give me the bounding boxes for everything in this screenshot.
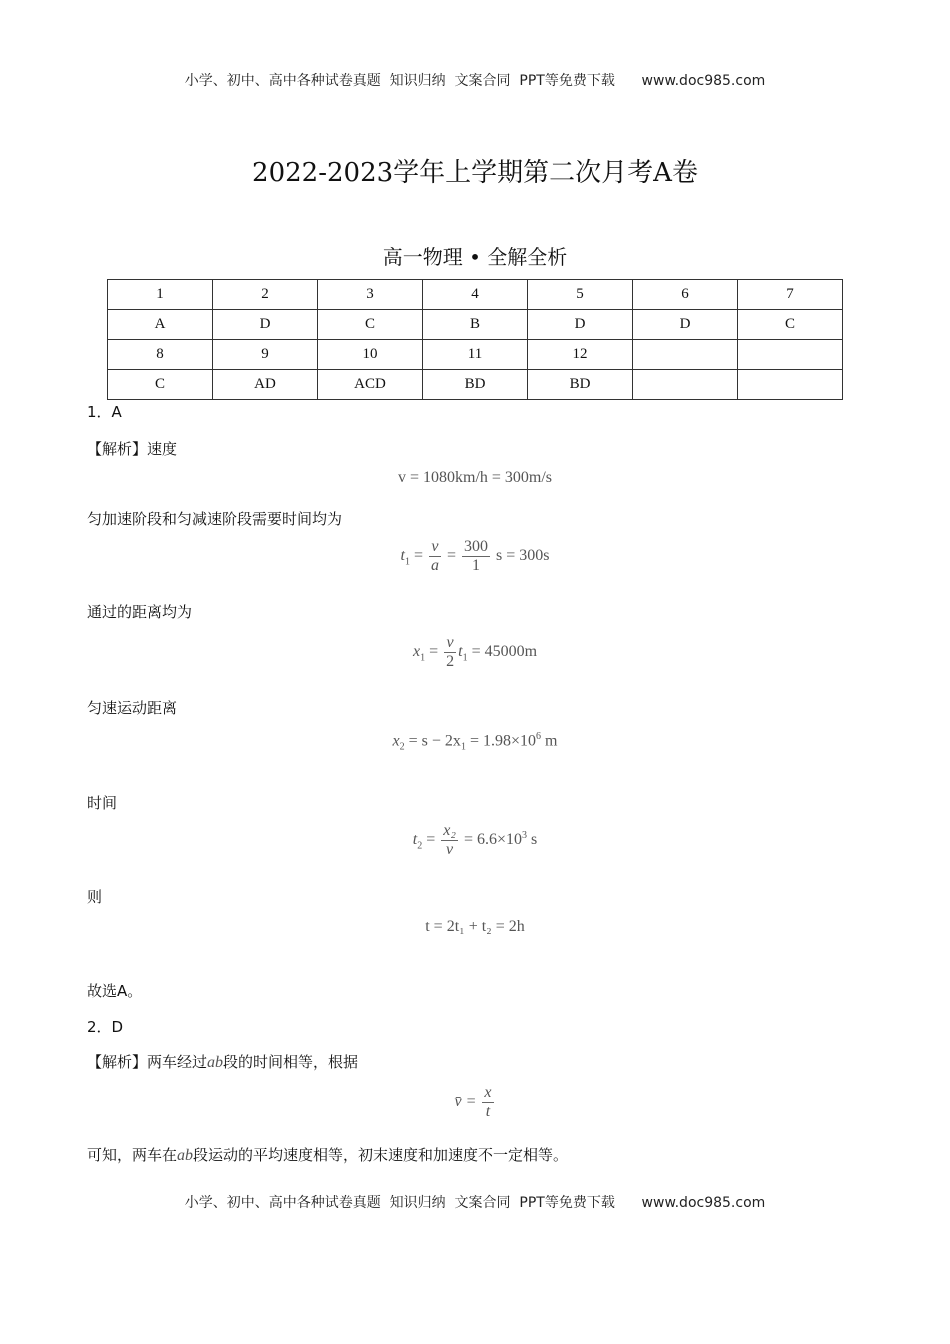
answer-table-row [108, 370, 843, 400]
answer-table-cell: 4 [423, 280, 528, 310]
answer-table-row [108, 280, 843, 310]
answer-table-cell: AD [213, 370, 318, 400]
answer-table-cell [633, 370, 738, 400]
answer-table-cell: A [108, 310, 213, 340]
answer-table-cell [738, 340, 843, 370]
q1-eq-x2: $x_2 = s - 2x_1 = 1.98\times 10^6$ m [392, 731, 558, 753]
q1-analysis: 【解析】速度 [87, 440, 178, 458]
answer-table-cell: C [108, 370, 213, 400]
answer-table-cell: 5 [528, 280, 633, 310]
q2-eq-average-velocity: v̄ = $\frac{x}{t}$ [454, 1084, 492, 1120]
answer-table [107, 279, 843, 400]
answer-table-row [108, 340, 843, 370]
page-title: 2022-2023学年上学期第二次月考A卷 [252, 158, 698, 188]
answer-table-cell: 3 [318, 280, 423, 310]
answer-table-cell: C [738, 310, 843, 340]
answer-table-cell: D [633, 310, 738, 340]
q1-eq-velocity: v = 1080km/h = 300m/s [397, 469, 553, 486]
answer-table-cell: BD [423, 370, 528, 400]
answer-table-cell: 10 [318, 340, 423, 370]
answer-table-cell: C [318, 310, 423, 340]
page-subtitle: 高一物理 • 全解全析 [382, 245, 568, 269]
answer-table-cell: D [528, 310, 633, 340]
answer-table-cell: 12 [528, 340, 633, 370]
q1-conclusion: 故选A。 [87, 982, 143, 1000]
q1-eq-t2: $t_2$ = $\frac{\text{x₂}}{v}$ = $6.6\times 10^3$ s [412, 822, 538, 858]
answer-table-cell: ACD [318, 370, 423, 400]
answer-table-cell: D [213, 310, 318, 340]
q1-text-uniform-distance: 匀速运动距离 [87, 699, 178, 717]
q1-eq-t1: $t_1$ = $\frac{v}{a}$ = $\frac{300}{1}$ s = 300s [400, 538, 550, 574]
page-footer: 小学、初中、高中各种试卷真题 知识归纳 文案合同 PPT等免费下载 www.doc985.com [184, 1195, 766, 1211]
q2-analysis: 【解析】两车经过ab段的时间相等，根据 [87, 1053, 359, 1071]
answer-table-cell: 9 [213, 340, 318, 370]
answer-table-cell: 11 [423, 340, 528, 370]
answer-table-cell: B [423, 310, 528, 340]
answer-table-cell: 2 [213, 280, 318, 310]
q1-text-distance-intro: 通过的距离均为 [87, 603, 193, 621]
q2-text-conclusion: 可知，两车在ab段运动的平均速度相等，初末速度和加速度不一定相等。 [87, 1146, 569, 1164]
answer-table-cell: 7 [738, 280, 843, 310]
q1-text-time-intro: 匀加速阶段和匀减速阶段需要时间均为 [87, 510, 343, 528]
answer-table-cell: BD [528, 370, 633, 400]
q1-text-then: 则 [87, 888, 103, 906]
answer-table-cell: 6 [633, 280, 738, 310]
q1-heading: 1．A [87, 403, 122, 421]
answer-table-row [108, 310, 843, 340]
q1-text-time: 时间 [87, 794, 118, 812]
answer-table-cell: 1 [108, 280, 213, 310]
answer-table-cell [738, 370, 843, 400]
q2-heading: 2．D [87, 1018, 124, 1036]
q1-eq-total: t = 2t₁ + t₂ = 2h [425, 918, 525, 935]
q1-eq-x1: $x_1$ = $\frac{v}{2}$ $t_1 = 45000m$ [412, 634, 538, 670]
answer-table-cell [633, 340, 738, 370]
answer-table-cell: 8 [108, 340, 213, 370]
page-header: 小学、初中、高中各种试卷真题 知识归纳 文案合同 PPT等免费下载 www.doc985.com [184, 73, 766, 89]
